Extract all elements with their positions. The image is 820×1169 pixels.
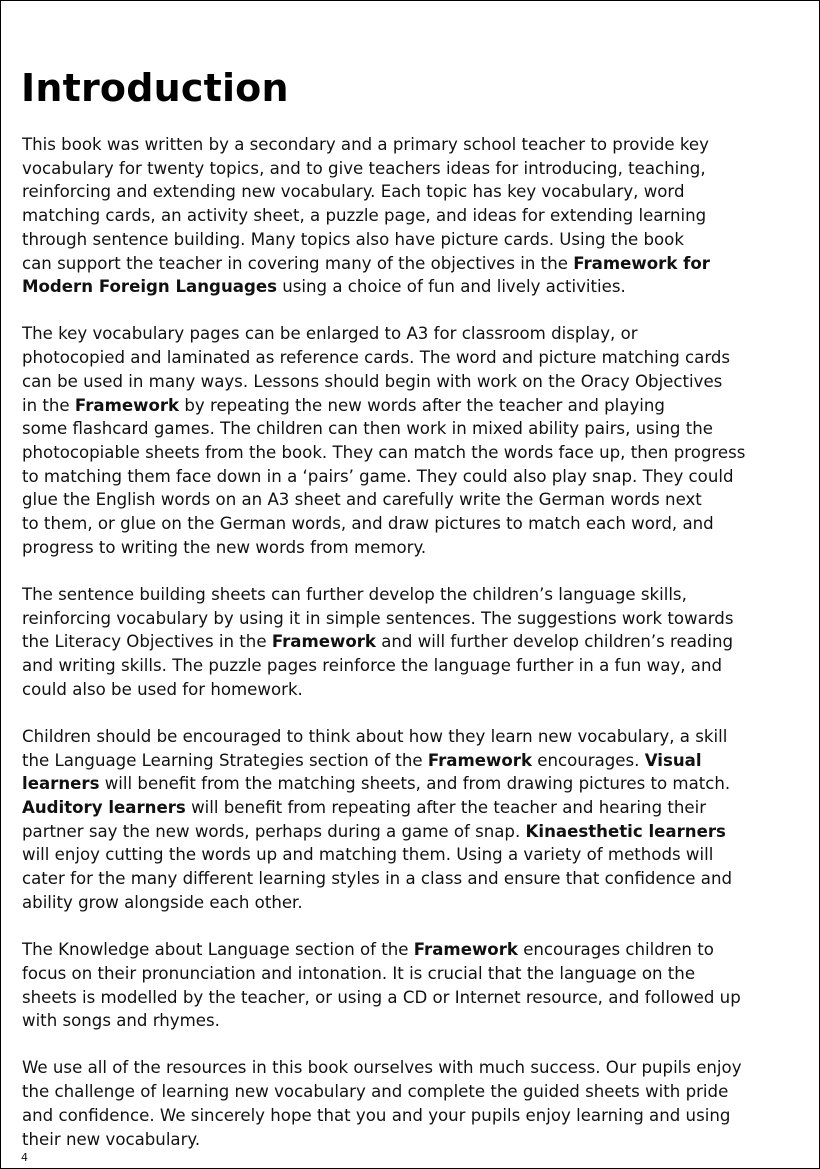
- text-line: [22, 370, 812, 394]
- text-line: [22, 725, 812, 749]
- paragraph: [22, 725, 812, 915]
- bold-text: Framework: [413, 940, 518, 960]
- text-run: and confidence. We sincerely hope that you and your pupils enjoy learning and using: [22, 1105, 731, 1125]
- text-line: [22, 133, 812, 157]
- text-run: using a choice of fun and lively activities.: [276, 277, 626, 297]
- bold-text: Visual: [644, 750, 702, 770]
- text-line: [22, 654, 812, 678]
- text-run: the Language Learning Strategies section of the: [22, 750, 428, 770]
- text-line: [22, 678, 812, 702]
- text-line: [22, 796, 812, 820]
- text-line: [22, 583, 812, 607]
- text-run: ability grow alongside each other.: [22, 892, 303, 912]
- text-line: [22, 536, 812, 560]
- text-run: to them, or glue on the German words, and draw pictures to match each word, and: [22, 514, 714, 534]
- text-line: [22, 1080, 812, 1104]
- text-run: photocopiable sheets from the book. They can match the words face up, then progress: [22, 442, 746, 462]
- text-run: cater for the many different learning styles in a class and ensure that confidence and: [22, 869, 733, 889]
- paragraph: [22, 938, 812, 1033]
- text-run: in the: [22, 395, 75, 415]
- text-run: We use all of the resources in this book ourselves with much success. Our pupils enjoy: [22, 1058, 742, 1078]
- text-run: and will further develop children’s reading: [375, 632, 734, 652]
- text-run: focus on their pronunciation and intonation. It is crucial that the language on the: [22, 963, 696, 983]
- paragraph: [22, 1056, 812, 1151]
- text-run: The Knowledge about Language section of the: [22, 940, 414, 960]
- bold-text: Framework: [74, 395, 180, 415]
- text-line: [22, 322, 812, 346]
- text-run: to matching them face down in a ‘pairs’ game. They could also play snap. They could: [22, 466, 734, 486]
- text-line: [22, 891, 812, 915]
- text-line: [22, 1056, 812, 1080]
- text-run: through sentence building. Many topics also have picture cards. Using the book: [22, 229, 684, 249]
- paragraph: [22, 322, 812, 559]
- text-run: progress to writing the new words from memory.: [22, 537, 427, 557]
- text-line: [22, 1009, 812, 1033]
- text-run: will enjoy cutting the words up and matching them. Using a variety of methods will: [22, 845, 714, 865]
- text-line: [22, 441, 812, 465]
- text-line: [22, 180, 812, 204]
- text-run: can be used in many ways. Lessons should begin with work on the Oracy Objectives: [22, 371, 723, 391]
- bold-text: Framework for: [573, 253, 710, 273]
- text-run: matching cards, an activity sheet, a puzzle page, and ideas for extending learning: [22, 206, 707, 226]
- text-line: [22, 488, 812, 512]
- text-line: [22, 157, 812, 181]
- text-line: [22, 394, 812, 418]
- bold-text: Auditory learners: [22, 798, 186, 818]
- text-run: encourages children to: [517, 940, 714, 960]
- text-line: [22, 228, 812, 252]
- text-run: some flashcard games. The children can then work in mixed ability pairs, using the: [22, 419, 713, 439]
- text-line: [22, 204, 812, 228]
- text-line: [22, 630, 812, 654]
- text-line: [22, 962, 812, 986]
- text-run: glue the English words on an A3 sheet and carefully write the German words next: [22, 490, 702, 510]
- bold-text: Framework: [271, 632, 376, 652]
- text-run: will benefit from repeating after the teacher and hearing their: [185, 798, 707, 818]
- text-line: [22, 346, 812, 370]
- text-run: sheets is modelled by the teacher, or using a CD or Internet resource, and followed up: [22, 987, 741, 1007]
- text-line: [22, 275, 812, 299]
- text-run: could also be used for homework.: [22, 679, 303, 699]
- text-line: [22, 820, 812, 844]
- bold-text: Modern Foreign Languages: [22, 277, 277, 297]
- text-run: the challenge of learning new vocabulary and complete the guided sheets with pride: [22, 1082, 729, 1102]
- paragraph: [22, 133, 812, 299]
- text-run: The key vocabulary pages can be enlarged to A3 for classroom display, or: [22, 324, 638, 344]
- text-run: This book was written by a secondary and a primary school teacher to provide key: [22, 135, 709, 154]
- text-line: [22, 1104, 812, 1128]
- text-line: [22, 867, 812, 891]
- text-run: Children should be encouraged to think about how they learn new vocabulary, a skill: [22, 726, 728, 746]
- text-run: partner say the new words, perhaps during a game of snap.: [22, 821, 526, 841]
- text-run: the Literacy Objectives in the: [22, 632, 272, 652]
- text-line: [22, 843, 812, 867]
- page-title: Introduction: [21, 66, 289, 110]
- text-run: reinforcing vocabulary by using it in simple sentences. The suggestions work towards: [22, 608, 734, 628]
- text-run: will benefit from the matching sheets, and from drawing pictures to match.: [99, 774, 731, 794]
- text-run: their new vocabulary.: [22, 1129, 201, 1149]
- bold-text: Framework: [427, 750, 532, 770]
- bold-text: learners: [22, 774, 100, 794]
- text-run: encourages.: [531, 750, 645, 770]
- text-line: [22, 749, 812, 773]
- text-line: [22, 465, 812, 489]
- text-run: by repeating the new words after the teacher and playing: [179, 395, 665, 415]
- text-line: [22, 986, 812, 1010]
- text-line: [22, 417, 812, 441]
- bold-text: Kinaesthetic learners: [525, 821, 726, 841]
- text-line: [22, 512, 812, 536]
- text-run: can support the teacher in covering many of the objectives in the: [22, 253, 574, 273]
- text-line: [22, 1128, 812, 1152]
- text-line: [22, 607, 812, 631]
- text-run: with songs and rhymes.: [22, 1011, 220, 1031]
- page-number: 4: [21, 1151, 28, 1164]
- text-run: The sentence building sheets can further develop the children’s language skills,: [22, 584, 687, 604]
- text-run: and writing skills. The puzzle pages reinforce the language further in a fun way, and: [22, 656, 723, 676]
- text-run: photocopied and laminated as reference cards. The word and picture matching cards: [22, 348, 731, 368]
- introduction-body: [22, 133, 812, 1151]
- paragraph: [22, 583, 812, 702]
- text-line: [22, 252, 812, 276]
- text-line: [22, 938, 812, 962]
- text-line: [22, 772, 812, 796]
- text-run: vocabulary for twenty topics, and to give teachers ideas for introducing, teaching,: [22, 158, 706, 178]
- text-run: reinforcing and extending new vocabulary. Each topic has key vocabulary, word: [22, 182, 685, 202]
